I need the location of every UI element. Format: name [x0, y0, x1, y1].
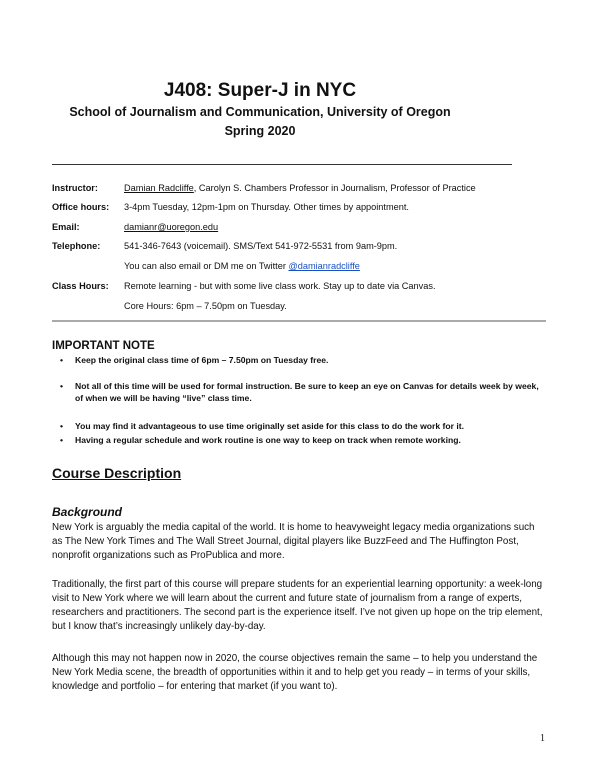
- list-item: • Not all of this time will be used for formal instruction. Be sure to keep an eye on Canvas for details week by week, of when we will be having “live” class time.: [60, 381, 539, 403]
- important-note-heading: IMPORTANT NOTE: [52, 340, 155, 352]
- office-hours-value: 3-4pm Tuesday, 12pm-1pm on Thursday. Other times by appointment.: [124, 202, 409, 212]
- list-item: • Having a regular schedule and work routine is one way to keep on track when remote working.: [60, 435, 461, 445]
- instructor-label: Instructor:: [52, 183, 98, 193]
- instructor-name: Damian Radcliffe: [124, 183, 194, 193]
- paragraph: Traditionally, the first part of this course will prepare students for an experiential learning opportunity: a week-long visit to New York where we will learn about the current and future state of journalism from a range of experts, researchers and practitioners. The second part is the experience itself. I’ve not given up hope on the trip element, but I know that’s increasingly unlikely day-by-day.: [52, 579, 543, 632]
- info-divider: [52, 320, 546, 322]
- telephone-value: 541-346-7643 (voicemail). SMS/Text 541-972-5531 from 9am-9pm.: [124, 241, 398, 251]
- page-number: 1: [540, 733, 545, 744]
- email-link[interactable]: damianr@uoregon.edu: [124, 222, 219, 232]
- bullet-icon: •: [60, 435, 64, 445]
- paragraph: New York is arguably the media capital of the world. It is home to heavyweight legacy media organizations such as The New York Times and The Wall Street Journal, digital players like BuzzFeed and The Huffington Post, nonprofit organizations such as ProPublica and more.: [52, 522, 535, 561]
- office-hours-label: Office hours:: [52, 202, 110, 212]
- twitter-prefix: You can also email or DM me on Twitter: [124, 261, 289, 271]
- course-description-heading: Course Description: [52, 465, 182, 481]
- class-hours-label: Class Hours:: [52, 281, 109, 291]
- email-label: Email:: [52, 222, 80, 232]
- header-divider: [52, 164, 512, 165]
- bullet-icon: •: [60, 421, 64, 431]
- list-item: • You may find it advantageous to use time originally set aside for this class to do the work for it.: [60, 421, 465, 431]
- term: Spring 2020: [224, 124, 296, 138]
- document-title: J408: Super-J in NYC: [163, 80, 357, 101]
- twitter-link[interactable]: @damianradcliffe: [288, 261, 360, 271]
- bullet-icon: •: [60, 355, 64, 365]
- telephone-label: Telephone:: [52, 241, 101, 251]
- list-item: • Keep the original class time of 6pm – 7.50pm on Tuesday free.: [60, 355, 329, 365]
- class-hours-value: Remote learning - but with some live class work. Stay up to date via Canvas.: [124, 281, 436, 291]
- instructor-title: , Carolyn S. Chambers Professor in Journalism, Professor of Practice: [193, 183, 476, 193]
- school-name: School of Journalism and Communication, University of Oregon: [69, 105, 451, 119]
- background-heading: Background: [52, 505, 123, 519]
- bullet-icon: •: [60, 381, 64, 391]
- core-hours-value: Core Hours: 6pm – 7.50pm on Tuesday.: [124, 301, 287, 311]
- paragraph: Although this may not happen now in 2020, the course objectives remain the same – to help you understand the New York Media scene, the breadth of opportunities within it and to help get you ready – in terms of your skills, knowledge and portfolio – for entering that market (if you want to).: [52, 653, 538, 692]
